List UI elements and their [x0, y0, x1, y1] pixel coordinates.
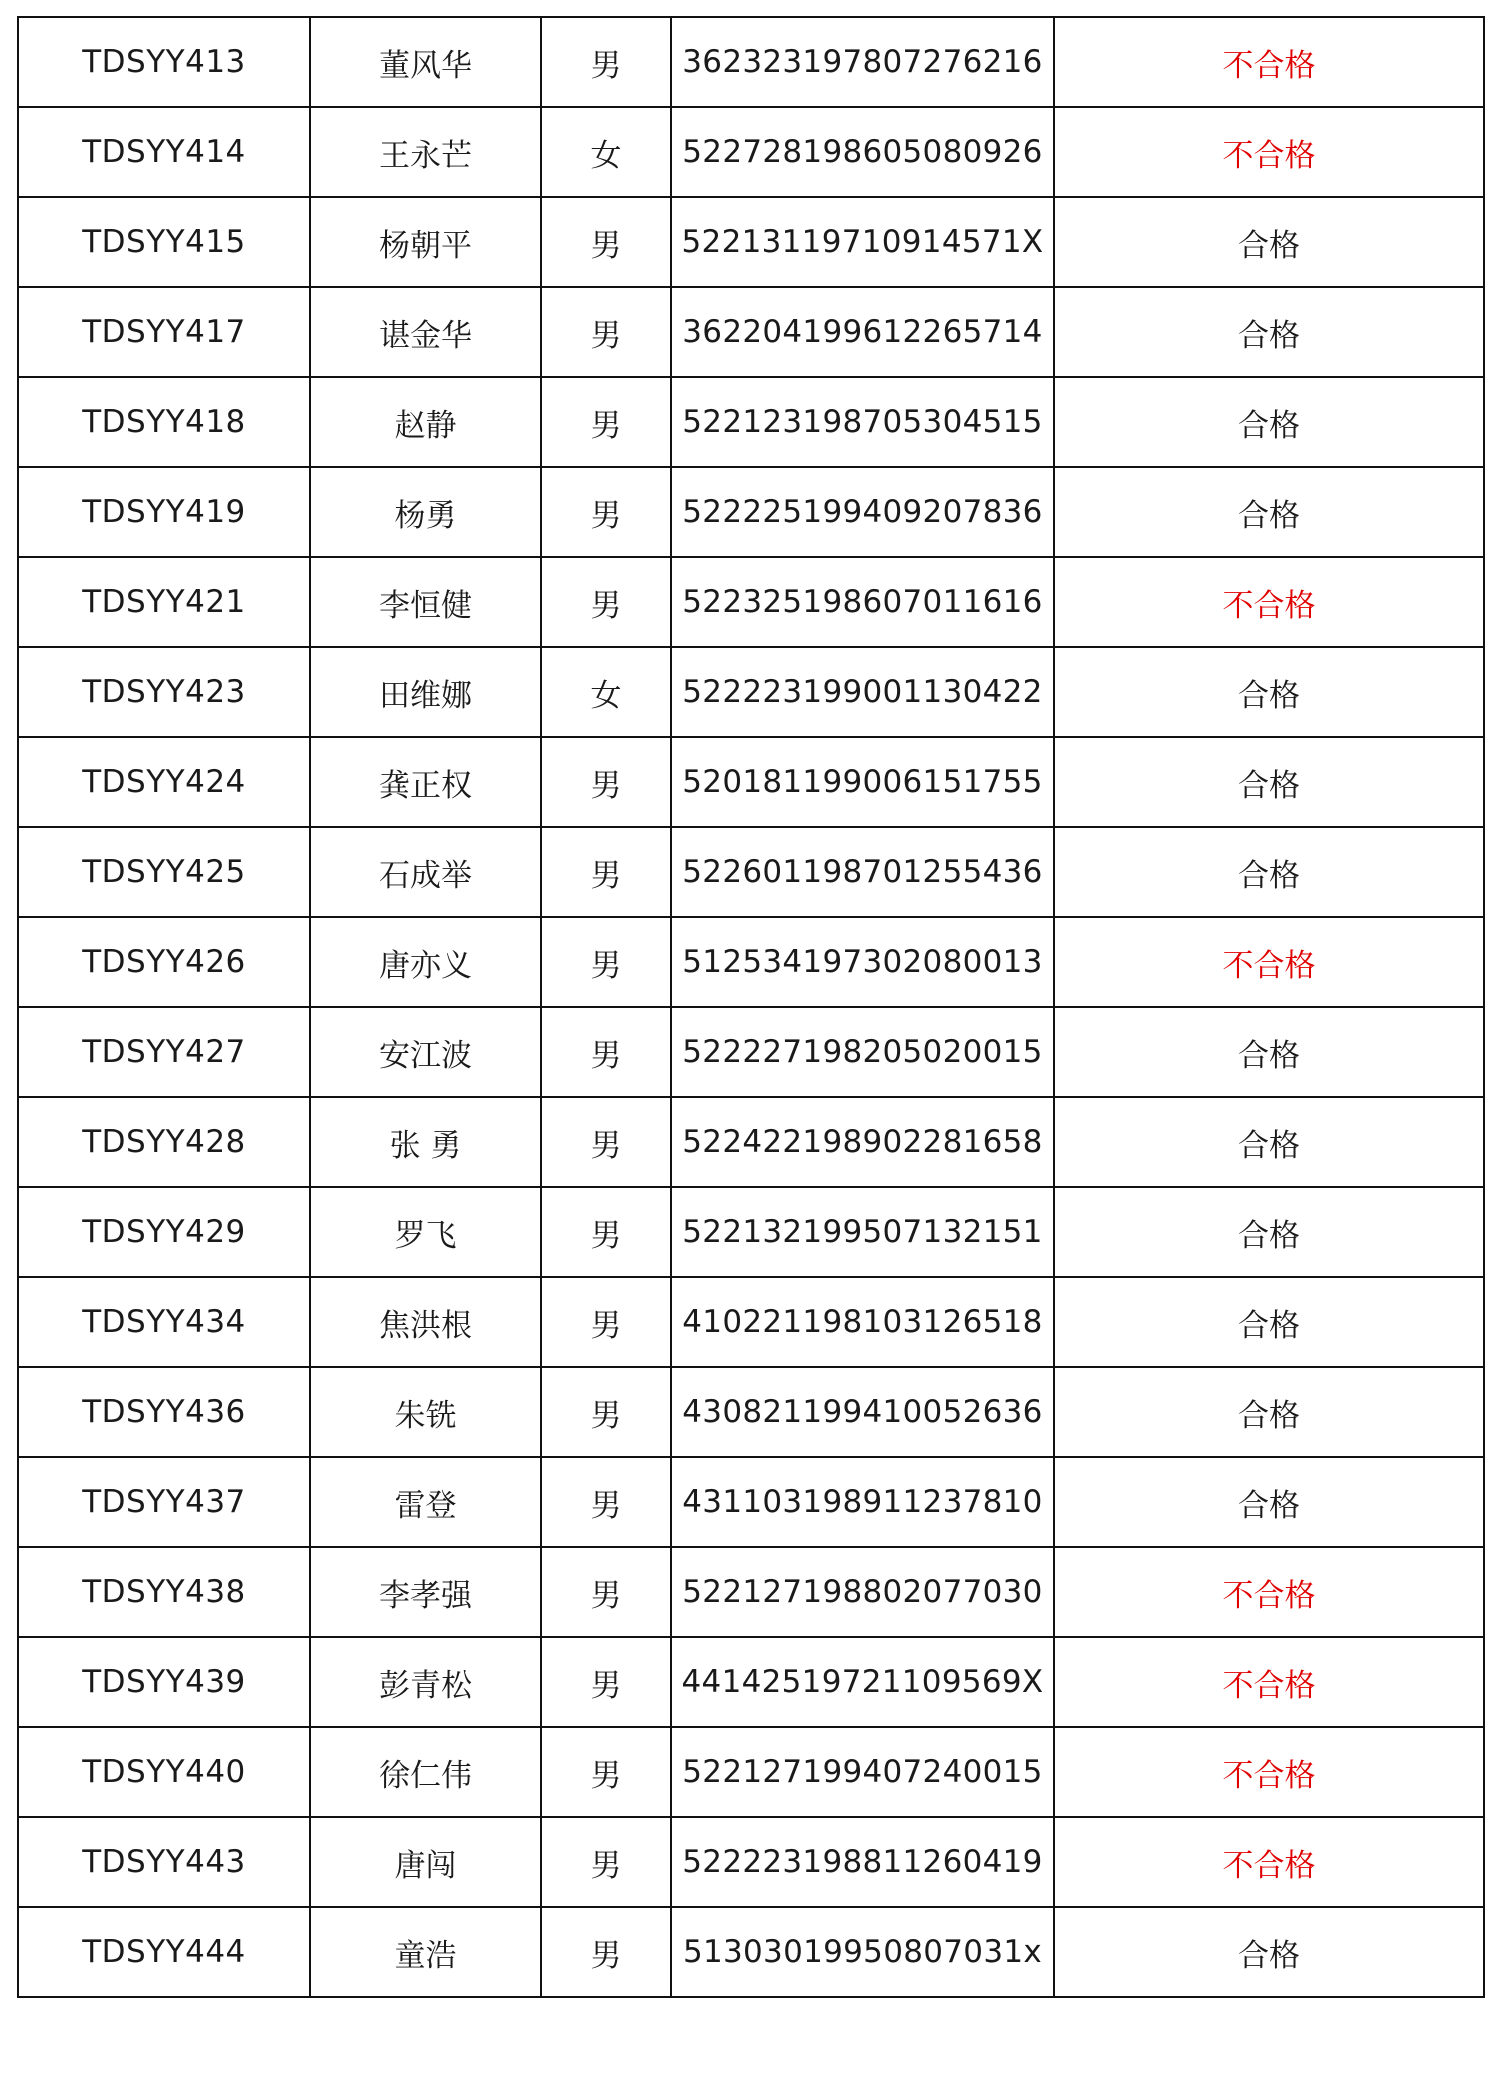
result-cell: 合格 [1054, 287, 1484, 377]
candidate-id-cell: TDSYY437 [18, 1457, 310, 1547]
gender-cell: 男 [541, 1907, 671, 1997]
candidate-id-cell: TDSYY424 [18, 737, 310, 827]
candidate-name-cell: 唐闯 [310, 1817, 541, 1907]
gender-cell: 男 [541, 1547, 671, 1637]
candidate-id-cell: TDSYY419 [18, 467, 310, 557]
id-number-cell: 44142519721109569X [671, 1637, 1054, 1727]
id-number-cell: 522325198607011616 [671, 557, 1054, 647]
candidate-name-cell: 石成举 [310, 827, 541, 917]
candidate-id-cell: TDSYY436 [18, 1367, 310, 1457]
candidate-id-cell: TDSYY426 [18, 917, 310, 1007]
candidate-name-cell: 杨朝平 [310, 197, 541, 287]
gender-cell: 男 [541, 557, 671, 647]
candidate-id-cell: TDSYY427 [18, 1007, 310, 1097]
results-table-body [18, 17, 1484, 1997]
id-number-cell: 51303019950807031x [671, 1907, 1054, 1997]
candidate-name-cell: 王永芒 [310, 107, 541, 197]
id-number-cell: 522127199407240015 [671, 1727, 1054, 1817]
results-sheet [17, 16, 1483, 1998]
candidate-name-cell: 雷登 [310, 1457, 541, 1547]
candidate-id-cell: TDSYY425 [18, 827, 310, 917]
candidate-name-cell: 赵静 [310, 377, 541, 467]
candidate-name-cell: 罗飞 [310, 1187, 541, 1277]
table-row [18, 1277, 1484, 1367]
id-number-cell: 431103198911237810 [671, 1457, 1054, 1547]
table-row [18, 1547, 1484, 1637]
candidate-name-cell: 龚正权 [310, 737, 541, 827]
candidate-id-cell: TDSYY418 [18, 377, 310, 467]
gender-cell: 男 [541, 1097, 671, 1187]
id-number-cell: 362323197807276216 [671, 17, 1054, 107]
result-cell: 合格 [1054, 827, 1484, 917]
id-number-cell: 52213119710914571X [671, 197, 1054, 287]
candidate-name-cell: 李孝强 [310, 1547, 541, 1637]
result-cell: 不合格 [1054, 1727, 1484, 1817]
table-row [18, 17, 1484, 107]
id-number-cell: 522132199507132151 [671, 1187, 1054, 1277]
table-row [18, 1007, 1484, 1097]
result-cell: 合格 [1054, 1187, 1484, 1277]
candidate-name-cell: 徐仁伟 [310, 1727, 541, 1817]
id-number-cell: 522223198811260419 [671, 1817, 1054, 1907]
candidate-id-cell: TDSYY439 [18, 1637, 310, 1727]
gender-cell: 女 [541, 107, 671, 197]
candidate-id-cell: TDSYY415 [18, 197, 310, 287]
result-cell: 合格 [1054, 467, 1484, 557]
result-cell: 合格 [1054, 1277, 1484, 1367]
id-number-cell: 522601198701255436 [671, 827, 1054, 917]
result-cell: 合格 [1054, 1457, 1484, 1547]
gender-cell: 男 [541, 827, 671, 917]
table-row [18, 737, 1484, 827]
gender-cell: 男 [541, 17, 671, 107]
id-number-cell: 522223199001130422 [671, 647, 1054, 737]
table-row [18, 1727, 1484, 1817]
candidate-name-cell: 童浩 [310, 1907, 541, 1997]
candidate-id-cell: TDSYY429 [18, 1187, 310, 1277]
id-number-cell: 512534197302080013 [671, 917, 1054, 1007]
candidate-id-cell: TDSYY443 [18, 1817, 310, 1907]
table-row [18, 1637, 1484, 1727]
table-row [18, 377, 1484, 467]
table-row [18, 917, 1484, 1007]
table-row [18, 197, 1484, 287]
result-cell: 合格 [1054, 377, 1484, 467]
candidate-id-cell: TDSYY413 [18, 17, 310, 107]
id-number-cell: 522728198605080926 [671, 107, 1054, 197]
table-row [18, 1097, 1484, 1187]
result-cell: 不合格 [1054, 107, 1484, 197]
candidate-name-cell: 田维娜 [310, 647, 541, 737]
table-row [18, 107, 1484, 197]
result-cell: 不合格 [1054, 1547, 1484, 1637]
candidate-name-cell: 杨勇 [310, 467, 541, 557]
results-table [17, 16, 1485, 1998]
result-cell: 不合格 [1054, 557, 1484, 647]
gender-cell: 男 [541, 467, 671, 557]
gender-cell: 男 [541, 1637, 671, 1727]
gender-cell: 男 [541, 287, 671, 377]
id-number-cell: 430821199410052636 [671, 1367, 1054, 1457]
gender-cell: 男 [541, 1817, 671, 1907]
id-number-cell: 362204199612265714 [671, 287, 1054, 377]
id-number-cell: 410221198103126518 [671, 1277, 1054, 1367]
table-row [18, 1817, 1484, 1907]
id-number-cell: 522127198802077030 [671, 1547, 1054, 1637]
result-cell: 合格 [1054, 1007, 1484, 1097]
gender-cell: 男 [541, 1367, 671, 1457]
result-cell: 不合格 [1054, 17, 1484, 107]
gender-cell: 男 [541, 1007, 671, 1097]
gender-cell: 男 [541, 737, 671, 827]
gender-cell: 男 [541, 377, 671, 467]
candidate-id-cell: TDSYY428 [18, 1097, 310, 1187]
gender-cell: 男 [541, 917, 671, 1007]
result-cell: 不合格 [1054, 1637, 1484, 1727]
candidate-id-cell: TDSYY423 [18, 647, 310, 737]
gender-cell: 女 [541, 647, 671, 737]
candidate-name-cell: 董风华 [310, 17, 541, 107]
table-row [18, 1457, 1484, 1547]
candidate-name-cell: 焦洪根 [310, 1277, 541, 1367]
candidate-name-cell: 李恒健 [310, 557, 541, 647]
table-row [18, 1367, 1484, 1457]
id-number-cell: 522123198705304515 [671, 377, 1054, 467]
candidate-name-cell: 谌金华 [310, 287, 541, 377]
id-number-cell: 522227198205020015 [671, 1007, 1054, 1097]
result-cell: 合格 [1054, 1367, 1484, 1457]
id-number-cell: 520181199006151755 [671, 737, 1054, 827]
result-cell: 合格 [1054, 197, 1484, 287]
gender-cell: 男 [541, 1457, 671, 1547]
table-row [18, 1907, 1484, 1997]
table-row [18, 827, 1484, 917]
gender-cell: 男 [541, 1727, 671, 1817]
gender-cell: 男 [541, 1277, 671, 1367]
result-cell: 合格 [1054, 1097, 1484, 1187]
table-row [18, 557, 1484, 647]
gender-cell: 男 [541, 1187, 671, 1277]
result-cell: 合格 [1054, 737, 1484, 827]
table-row [18, 467, 1484, 557]
gender-cell: 男 [541, 197, 671, 287]
candidate-id-cell: TDSYY417 [18, 287, 310, 377]
result-cell: 不合格 [1054, 1817, 1484, 1907]
candidate-name-cell: 张 勇 [310, 1097, 541, 1187]
candidate-name-cell: 安江波 [310, 1007, 541, 1097]
candidate-id-cell: TDSYY444 [18, 1907, 310, 1997]
id-number-cell: 522422198902281658 [671, 1097, 1054, 1187]
candidate-name-cell: 彭青松 [310, 1637, 541, 1727]
candidate-id-cell: TDSYY440 [18, 1727, 310, 1817]
result-cell: 合格 [1054, 1907, 1484, 1997]
candidate-id-cell: TDSYY421 [18, 557, 310, 647]
candidate-id-cell: TDSYY414 [18, 107, 310, 197]
result-cell: 合格 [1054, 647, 1484, 737]
table-row [18, 1187, 1484, 1277]
id-number-cell: 522225199409207836 [671, 467, 1054, 557]
table-row [18, 647, 1484, 737]
candidate-name-cell: 朱铣 [310, 1367, 541, 1457]
result-cell: 不合格 [1054, 917, 1484, 1007]
table-row [18, 287, 1484, 377]
candidate-id-cell: TDSYY438 [18, 1547, 310, 1637]
candidate-name-cell: 唐亦义 [310, 917, 541, 1007]
candidate-id-cell: TDSYY434 [18, 1277, 310, 1367]
